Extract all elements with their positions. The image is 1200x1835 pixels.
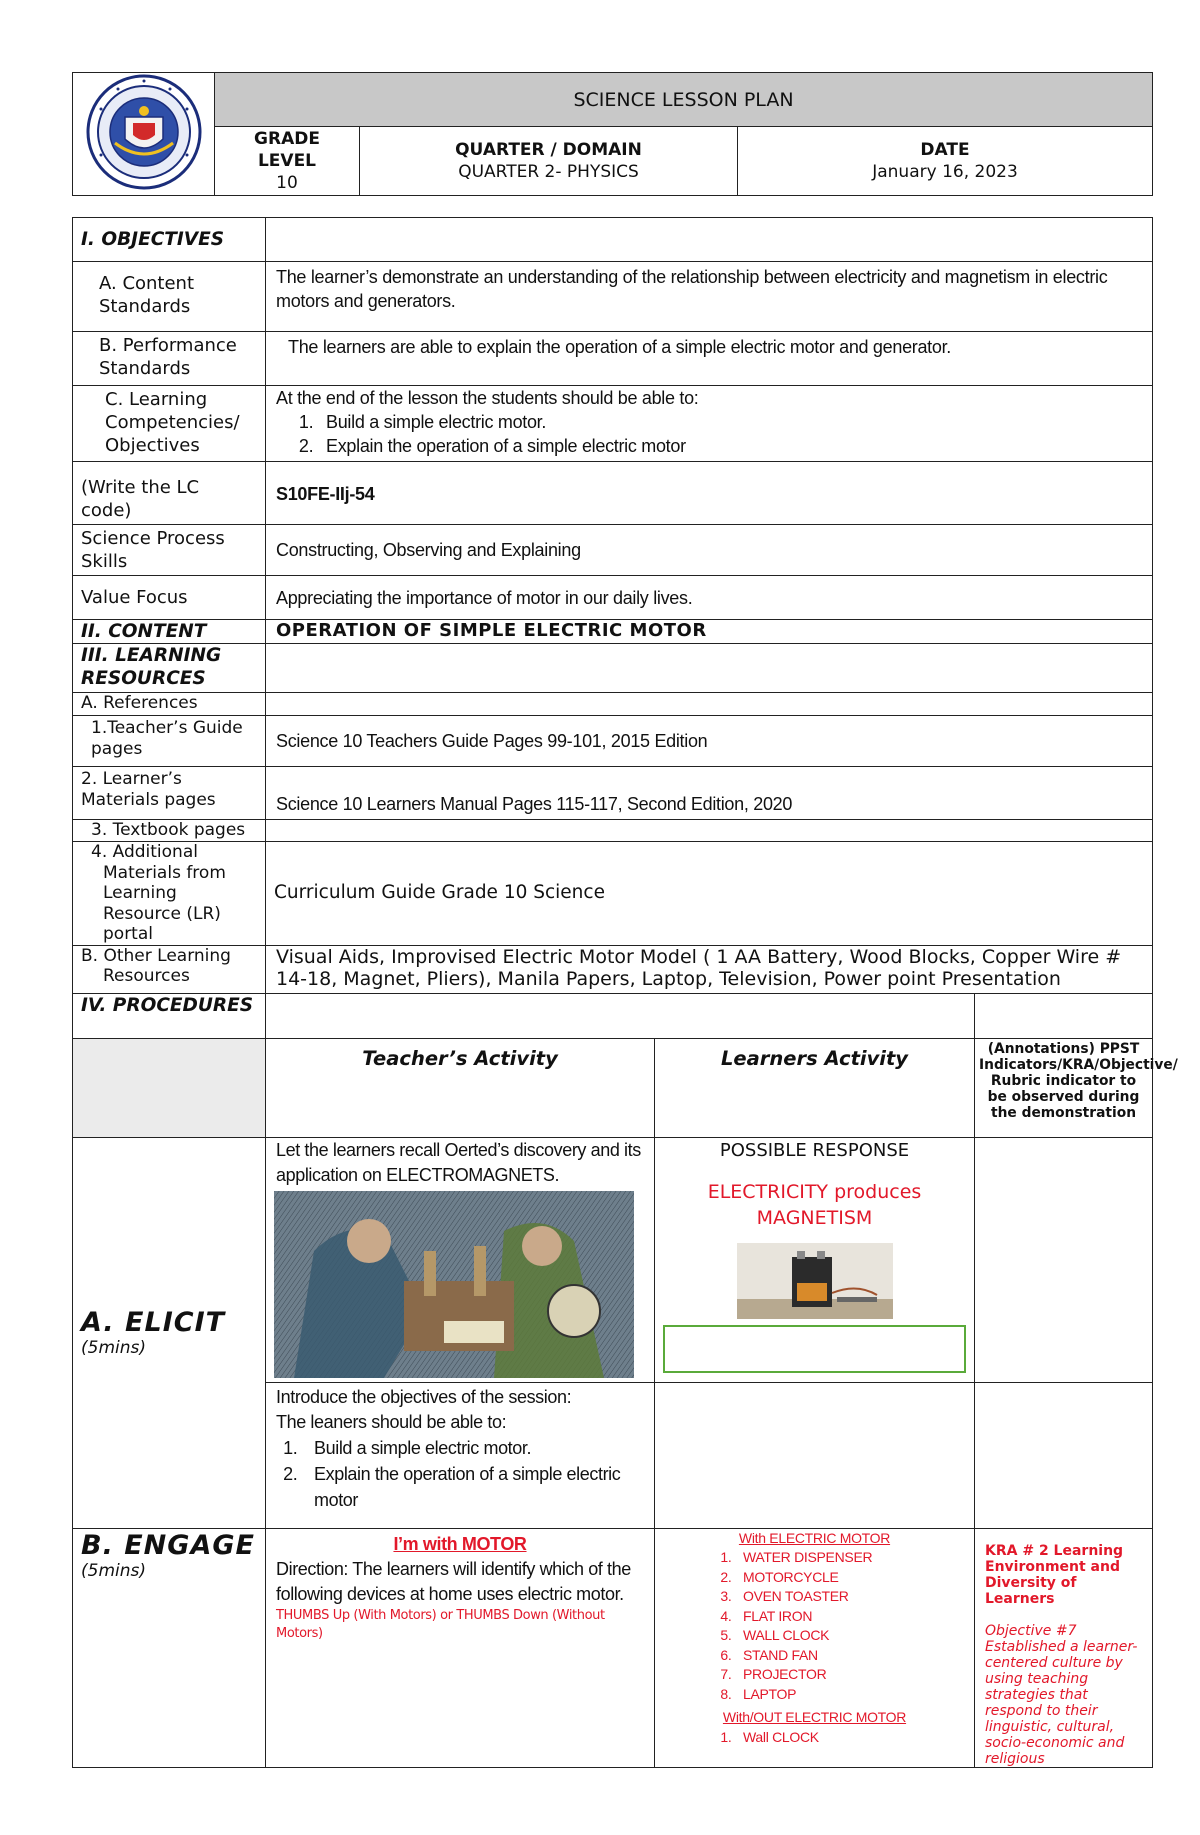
engage-thumbs: THUMBS Up (With Motors) or THUMBS Down (Without Motors) [276, 1607, 605, 1641]
quarter-cell [360, 127, 738, 196]
process-skills-label: Science Process Skills [73, 525, 266, 576]
additional-materials-value: Curriculum Guide Grade 10 Science [266, 842, 1153, 946]
procedures-section: IV. PROCEDURES [73, 993, 266, 1038]
intro-list [276, 1435, 644, 1513]
quarter-label: QUARTER / DOMAIN [455, 140, 642, 161]
learners-materials-value: Science 10 Learners Manual Pages 115-117, Second Edition, 2020 [266, 767, 1153, 820]
objectives-empty [266, 218, 1153, 262]
competency-list [276, 410, 1142, 458]
lc-code-value: S10FE-IIj-54 [266, 462, 1153, 525]
with-motor-item: 3. OVEN TOASTER [735, 1587, 974, 1607]
engage-direction: Direction: The learners will identify which of the following devices at home uses electric motor. [276, 1558, 631, 1604]
possible-response-answer: ELECTRICITY produces MAGNETISM [707, 1180, 922, 1229]
date-cell [738, 127, 1153, 196]
header-table [72, 72, 1153, 196]
procedures-corner [73, 1038, 266, 1137]
performance-standards-value: The learners are able to explain the operation of a simple electric motor and generator. [266, 332, 1153, 386]
image-caption-box [663, 1325, 966, 1373]
references-label: A. References [73, 693, 266, 716]
objective-text: Objective #7 Established a learner-centered culture by using teaching strategies that respond to their linguistic, cultural, socio-economic and religious [985, 1622, 1138, 1767]
resources-empty [266, 644, 1153, 693]
without-motor-list [655, 1728, 974, 1748]
engage-activity-title: I’m with MOTOR [393, 1533, 527, 1554]
competency-item: 2. Explain the operation of a simple electric motor [318, 434, 1142, 458]
with-motor-item: 7. PROJECTOR [735, 1665, 974, 1685]
other-resources-label: B. Other Learning Resources [73, 945, 266, 993]
battery-electromagnet-image [737, 1243, 893, 1319]
date-value: January 16, 2023 [872, 162, 1018, 183]
with-motor-item: 6. STAND FAN [735, 1646, 974, 1666]
with-motor-title: With ELECTRIC MOTOR [738, 1529, 891, 1546]
lesson-table [72, 217, 1178, 1768]
other-resources-value: Visual Aids, Improvised Electric Motor Model ( 1 AA Battery, Wood Blocks, Copper Wire # 14-18, Magnet, Pliers), Manila Papers, Laptop, Television, Power point Presentation [266, 945, 1153, 993]
possible-response-title: POSSIBLE RESPONSE [719, 1139, 910, 1161]
teacher-activity-header: Teacher’s Activity [266, 1038, 655, 1137]
elicit-time: (5mins) [81, 1337, 146, 1358]
elicit-label-cell [73, 1137, 266, 1528]
with-motor-item: 1. WATER DISPENSER [735, 1548, 974, 1568]
with-motor-list [655, 1548, 974, 1704]
with-motor-item: 4. FLAT IRON [735, 1607, 974, 1627]
intro-item: 2. Explain the operation of a simple electric motor [302, 1461, 644, 1513]
without-motor-item: 1. Wall CLOCK [735, 1728, 974, 1748]
elicit-teacher-cell [266, 1137, 655, 1382]
with-motor-item: 5. WALL CLOCK [735, 1626, 974, 1646]
engage-label-cell [73, 1528, 266, 1767]
elicit-teacher-text: Let the learners recall Oerted’s discovery and its application on ELECTROMAGNETS. [276, 1139, 641, 1185]
deped-seal-icon [85, 73, 203, 191]
engage-title: B. ENGAGE [81, 1529, 255, 1561]
competency-item: 1. Build a simple electric motor. [318, 410, 1142, 434]
lc-code-label: (Write the LC code) [73, 462, 266, 525]
quarter-value: QUARTER 2- PHYSICS [458, 162, 639, 183]
oersted-engraving-image [274, 1191, 634, 1378]
deped-seal [73, 73, 215, 196]
elicit-title: A. ELICIT [81, 1306, 226, 1338]
competency-label: C. Learning Competencies/ Objectives [73, 386, 266, 462]
teachers-guide-value: Science 10 Teachers Guide Pages 99-101, 2015 Edition [266, 716, 1153, 767]
grade-cell [215, 127, 360, 196]
content-section: II. CONTENT [73, 620, 266, 644]
date-label: DATE [920, 140, 970, 161]
elicit-learner-cell [655, 1137, 975, 1382]
lesson-plan-title: SCIENCE LESSON PLAN [215, 73, 1153, 127]
intro-sub: The leaners should be able to: [276, 1411, 507, 1432]
textbook-label: 3. Textbook pages [73, 820, 266, 842]
kra-text: KRA # 2 Learning Environment and Diversity of Learners [985, 1542, 1124, 1607]
engage-learner-cell [655, 1528, 975, 1767]
content-value: OPERATION OF SIMPLE ELECTRIC MOTOR [266, 620, 1153, 644]
value-focus-value: Appreciating the importance of motor in our daily lives. [266, 576, 1153, 620]
competency-value [266, 386, 1153, 462]
procedures-empty [266, 993, 975, 1038]
elicit-annotation-empty [975, 1382, 1153, 1528]
resources-section: III. LEARNING RESOURCES [73, 644, 266, 693]
grade-label: GRADE LEVEL [254, 129, 320, 172]
with-motor-item: 2. MOTORCYCLE [735, 1568, 974, 1588]
additional-materials-label: 4. Additional Materials from Learning Resource (LR) portal [73, 842, 266, 946]
annotation-header: (Annotations) PPST Indicators/KRA/Objective/ Rubric indicator to be observed during the demonstration [975, 1038, 1153, 1137]
textbook-empty [266, 820, 1153, 842]
process-skills-value: Constructing, Observing and Explaining [266, 525, 1153, 576]
engage-time: (5mins) [81, 1560, 146, 1581]
intro-text: Introduce the objectives of the session: [276, 1386, 572, 1407]
grade-value: 10 [276, 173, 298, 194]
procedures-empty-annotation [975, 993, 1153, 1038]
learners-materials-label: 2. Learner’s Materials pages [73, 767, 266, 820]
competency-intro: At the end of the lesson the students should be able to: [276, 388, 699, 408]
engage-annotation-cell [975, 1528, 1153, 1767]
engage-teacher-cell [266, 1528, 655, 1767]
with-motor-item: 8. LAPTOP [735, 1685, 974, 1705]
learners-activity-header: Learners Activity [655, 1038, 975, 1137]
content-standards-value: The learner’s demonstrate an understanding of the relationship between electricity and magnetism in electric motors and generators. [266, 262, 1153, 332]
elicit-annotation-cell [975, 1137, 1153, 1382]
objectives-section: I. OBJECTIVES [73, 218, 266, 262]
teachers-guide-label: 1.Teacher’s Guide pages [73, 716, 266, 767]
references-empty [266, 693, 1153, 716]
performance-standards-label: B. Performance Standards [73, 332, 266, 386]
intro-item: 1. Build a simple electric motor. [302, 1435, 644, 1461]
elicit-intro-cell [266, 1382, 655, 1528]
value-focus-label: Value Focus [73, 576, 266, 620]
without-motor-title: With/OUT ELECTRIC MOTOR [722, 1709, 907, 1725]
content-standards-label: A. Content Standards [73, 262, 266, 332]
elicit-learner-empty [655, 1382, 975, 1528]
